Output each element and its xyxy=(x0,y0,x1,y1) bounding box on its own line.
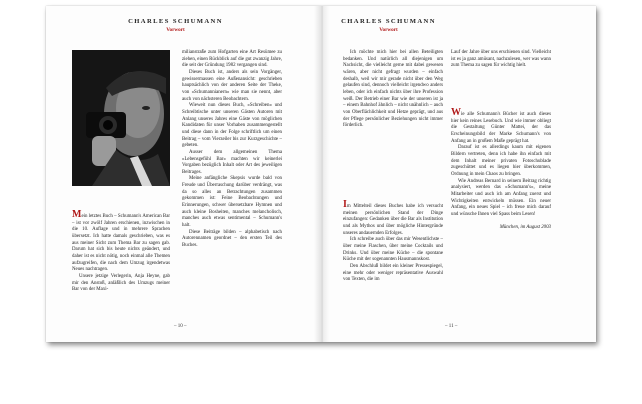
paragraph: Ich schreibe auch über das mir Wesentlichste – über meine Flaschen, über meine Cocktails und Drinks. Und über meine Küche – die spontane Küche mit der sogenannten Hausmannskost. xyxy=(343,237,443,263)
paragraph: milianstraße zum Hofgarten eine Art Resümee zu ziehen, einen Rückblick auf die gut zwanzig Jahre, die seit der Gründung 1982 vergangen sind. xyxy=(182,50,282,69)
paragraph: Lauf der Jahre über uns erschienen sind. Vielleicht ist es ja ganz amüsant, nachzulesen, wer was wann zum Thema zu sagen für wichtig hielt. xyxy=(451,50,551,69)
paragraph: Mein letztes Buch – Schumann's American Bar – ist vor zwölf Jahren erschienen, inzwischen in die 10. Auflage und in mehrere Sprachen übersetzt. Ich hatte damals geschrieben, was es aus meiner Sicht zum Thema Bar zu sagen gab. Darum hat sich bis heute nichts geändert, und daher ist es nicht nötig, noch einmal alle Themen aufzugreifen, die nach dem Umzug irgendetwas Neues nachtragen. xyxy=(72,209,170,273)
book-spread xyxy=(46,6,596,342)
author-portrait-photo xyxy=(72,50,170,186)
right-column-1-top xyxy=(343,50,443,130)
running-author: CHARLES SCHUMANN xyxy=(128,18,223,25)
paragraph: Im Mittelteil dieses Buches habe ich versucht meinen persönlichen Stand der Dinge einzufangen: Gedanken über die Bar als Institution und als Mythos und über mögliche Hintergründe unseres andauernden Erfolges. xyxy=(343,199,443,236)
paragraph: Dieses Buch ist, anders als sein Vorgänger, gewissermassen eine Außenansicht: geschrieben hauptsächlich von der anderen Seite der Theke, von »Schumannianern« wie man sie nennt, aber auch von nächsteren Beobachtern. xyxy=(182,69,282,102)
signature-line: München, im August 2003 xyxy=(499,224,551,230)
right-header xyxy=(321,18,526,33)
right-column-2-bottom xyxy=(451,107,551,231)
left-header xyxy=(46,18,313,33)
left-column-2 xyxy=(182,50,282,250)
paragraph: Wieweit nun dieses Buch, »Schreiben« und Schreibtische unter unseren Gästen Autoren mit Anlang unseres Jahres eine Gäste von möglichen Kandidaten für unser Vorhaben zusammengestellt und diese dann in der Folge schriftlich um einen Beitrag – vom Vierzeiler bis zur Kurzgeschichte – gebeten. xyxy=(182,103,282,149)
paragraph: Diese Beiträge bilden – alphabetisch nach Autorennamen geordnet – den ersten Teil des Buches. xyxy=(182,229,282,249)
running-section: Vorwort xyxy=(166,27,185,33)
running-author: CHARLES SCHUMANN xyxy=(341,18,436,25)
left-page xyxy=(46,6,321,342)
right-column-2-top xyxy=(451,50,551,70)
drop-cap: I xyxy=(343,199,347,210)
paragraph: Meine anfängliche Skepsis wurde bald von Freude und Überraschung darüber verdrängt, was da so alles an Betrachtungen zusammen gekommen ist: Feine Beobachtungen und Erinnerungen, schwer übersetzbare Hymnen und auch kleine Bosheiten, manches melancholisch, manches auch etwas sentimental – Schumann's halt. xyxy=(182,176,282,229)
paragraph: Ausser dem allgemeinen Thema »Lebensgefühl Bar« machten wir keinerlei Vorgaben bezüglich Inhalt oder Art des jeweiligen Beitrages. xyxy=(182,149,282,175)
drop-cap: M xyxy=(72,209,82,220)
book-gutter xyxy=(314,6,330,342)
paragraph: Den Abschluß bildet ein kleiner Pressespiegel, eine mehr oder weniger repräsentative Auswahl von Texten, die im xyxy=(343,263,443,283)
paragraph: Darauf ist es allerdings kaum mit eigenen Bildern vertreten, denn ich habe ihn einfach mit dem Inhalt meiner privaten Fotoschublade zugeschüttet und es liegen hier überkommen, Ordnung in mein Chaos zu bringen. xyxy=(451,145,551,177)
paragraph: Ich möchte mich hier bei allen Beteiligten bedanken. Und natürlich all diejenigen um Nachsicht, die vielleicht gerne mit dabei gewesen wären, aber nicht gefragt wurden – einfach deshalb, weil wir mir gerade nicht über den Weg gelaufen sind, dennoch vielleicht irgendwo anders leben, oder ich einfach nichts über ihre Profession weiß. Der Betrieb einer Bar wie der unseren ist ja – einem Bahnhof ähnlich – nicht unähnlich – auch von Oberflächlichkeit und Hetze geprägt, und aus der Pflege persönlicher Beziehungen nicht immer förderlich. xyxy=(343,50,443,129)
left-column-1 xyxy=(72,209,170,294)
paragraph: Unsere jetzige Verlegerin, Anja Heyne, gab mir den Anstoß, anläßlich des Umzugs meiner Bar von der Maxi- xyxy=(72,273,170,293)
page-number-right: – 11 – xyxy=(445,324,458,329)
paragraph: Wie alle Schumann's Bücher ist auch dieses hier kein reines Lesebuch. Und wie immer obliegt die Gestaltung Günter Mattei, der das Erscheinungsbild der Marke Schumann's von Anfang an in großem Maße geprägt hat. xyxy=(451,107,551,144)
running-section: Vorwort xyxy=(379,27,398,33)
paragraph: Wie Andreas Bernard in seinem Beitrag richtig analysiert, werden das »Schumann's«, meine Mitarbeiter und auch ich am Anfang zuerst und Wichtigkeiten entwickeln müssen. Ein neuer Anfang, ein neues Spiel – ich freue mich darauf und wünsche Ihnen viel Spass beim Lesen! xyxy=(451,178,551,217)
page-number-left: – 10 – xyxy=(174,324,187,329)
drop-cap: W xyxy=(451,107,461,118)
right-column-1-bottom xyxy=(343,199,443,284)
right-page xyxy=(321,6,596,342)
